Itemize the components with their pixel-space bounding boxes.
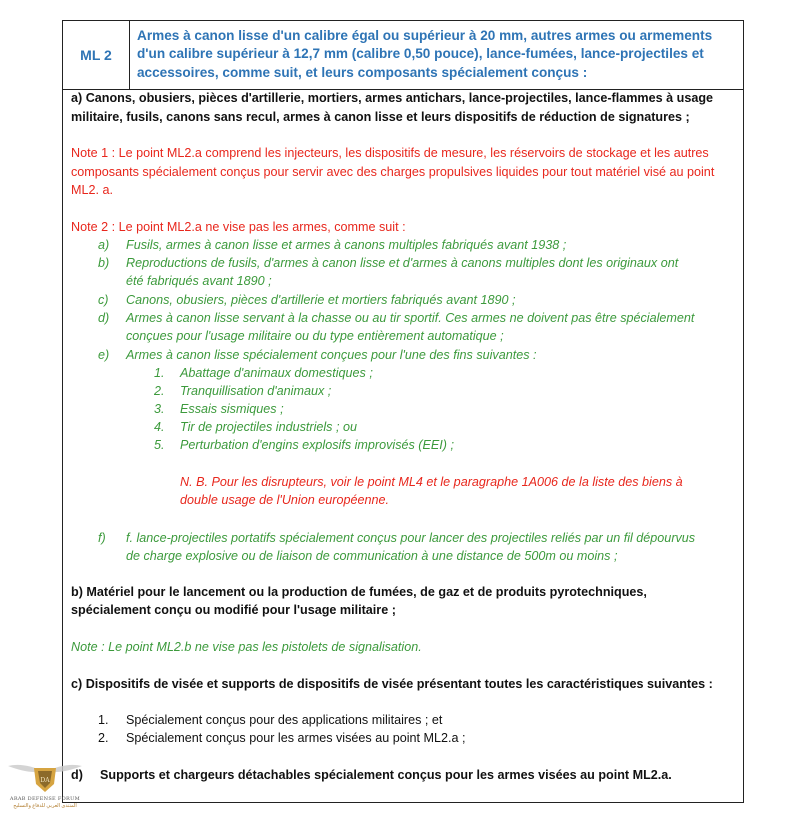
sub-item-number: 5.	[154, 438, 165, 452]
category-title: Armes à canon lisse d'un calibre égal ou supérieur à 20 mm, autres armes ou armements d'un calibre supérieur à 12,7 mm (calibre 0,50 pouce), lance-fumées, lance-projectiles et accessoires, comme suit, et leurs composants spécialement conçus :	[137, 28, 713, 80]
shield-eagle-icon	[4, 758, 86, 798]
list-item-number: 2.	[98, 731, 109, 745]
section-b-heading: b) Matériel pour le lancement ou la production de fumées, de gaz et de produits pyrotechniques,	[71, 585, 647, 599]
section-d-heading: Supports et chargeurs détachables spécialement conçus pour les armes visées au point ML2.a.	[100, 768, 672, 782]
note-2-item-text: été fabriqués avant 1890 ;	[126, 274, 272, 288]
watermark-line-2: المنتدى العربي للدفاع والتسليح	[13, 803, 77, 809]
sub-item-text: Abattage d'animaux domestiques ;	[180, 366, 373, 380]
note-2-intro: Note 2 : Le point ML2.a ne vise pas les armes, comme suit :	[71, 220, 406, 234]
note-2-item-label: a)	[98, 238, 110, 252]
watermark-line-1: ARAB DEFENSE FORUM	[9, 796, 81, 802]
section-b-note: Note : Le point ML2.b ne vise pas les pistolets de signalisation.	[71, 640, 422, 654]
note-2-item-text: de charge explosive ou de liaison de communication à une distance de 500m ou moins ;	[126, 549, 618, 563]
note-2-item-label: c)	[98, 293, 109, 307]
sub-item-number: 4.	[154, 420, 165, 434]
note-2-item-label: b)	[98, 256, 110, 270]
watermark-logo	[4, 758, 86, 816]
sub-item-number: 1.	[154, 366, 165, 380]
section-d-label: d)	[71, 768, 83, 782]
nb-note-line-2: double usage de l'Union européenne.	[180, 493, 389, 507]
sub-item-number: 3.	[154, 402, 165, 416]
sub-item-text: Tranquillisation d'animaux ;	[180, 384, 332, 398]
note-2-item-label: e)	[98, 348, 110, 362]
sub-item-text: Perturbation d'engins explosifs improvisés (EEI) ;	[180, 438, 454, 452]
note-2-item-text: conçues pour l'usage militaire ou du type entièrement automatique ;	[126, 329, 504, 343]
note-2-item-text: Armes à canon lisse spécialement conçues pour l'une des fins suivantes :	[126, 348, 537, 362]
section-a-heading: a) Canons, obusiers, pièces d'artillerie, mortiers, armes antichars, lance-projectiles, lance-flammes à usage militaire, fusils, canons sans recul, armes à canon lisse et leurs dispositifs de réduction de signatures ;	[71, 91, 714, 124]
nb-note-line-1: N. B. Pour les disrupteurs, voir le point ML4 et le paragraphe 1A006 de la liste des biens à	[180, 475, 683, 489]
header-row	[63, 21, 743, 90]
note-2-item-text: Reproductions de fusils, d'armes à canon lisse et d'armes à canons multiples dont les originaux ont	[126, 256, 679, 270]
sub-item-text: Tir de projectiles industriels ; ou	[180, 420, 357, 434]
list-item-number: 1.	[98, 713, 109, 727]
list-item-text: Spécialement conçus pour les armes visées au point ML2.a ;	[126, 731, 466, 745]
note-1: Note 1 : Le point ML2.a comprend les injecteurs, les dispositifs de mesure, les réservoirs de stockage et les autres composants spécialement conçus pour servir avec des charges propulsives liquides pour tout matériel visé au point ML2. a.	[71, 146, 715, 197]
note-2-item-text: Canons, obusiers, pièces d'artillerie et mortiers fabriqués avant 1890 ;	[126, 293, 516, 307]
list-item-text: Spécialement conçus pour des applications militaires ; et	[126, 713, 443, 727]
note-2-item-text: Armes à canon lisse servant à la chasse ou au tir sportif. Ces armes ne doivent pas être spécialement	[126, 311, 695, 325]
note-2-item-text: Fusils, armes à canon lisse et armes à canons multiples fabriqués avant 1938 ;	[126, 238, 567, 252]
sub-item-text: Essais sismiques ;	[180, 402, 284, 416]
section-b-heading: spécialement conçu ou modifié pour l'usage militaire ;	[71, 603, 396, 617]
note-2-item-label: f)	[98, 531, 106, 545]
category-code: ML 2	[63, 21, 130, 89]
note-2-item-text: f. lance-projectiles portatifs spécialement conçus pour lancer des projectiles reliés par un fil dépourvus	[126, 531, 696, 545]
note-2-item-label: d)	[98, 311, 110, 325]
section-c-heading: c) Dispositifs de visée et supports de dispositifs de visée présentant toutes les caractéristiques suivantes :	[71, 677, 713, 691]
sub-item-number: 2.	[154, 384, 165, 398]
svg-text:DA: DA	[40, 777, 50, 784]
